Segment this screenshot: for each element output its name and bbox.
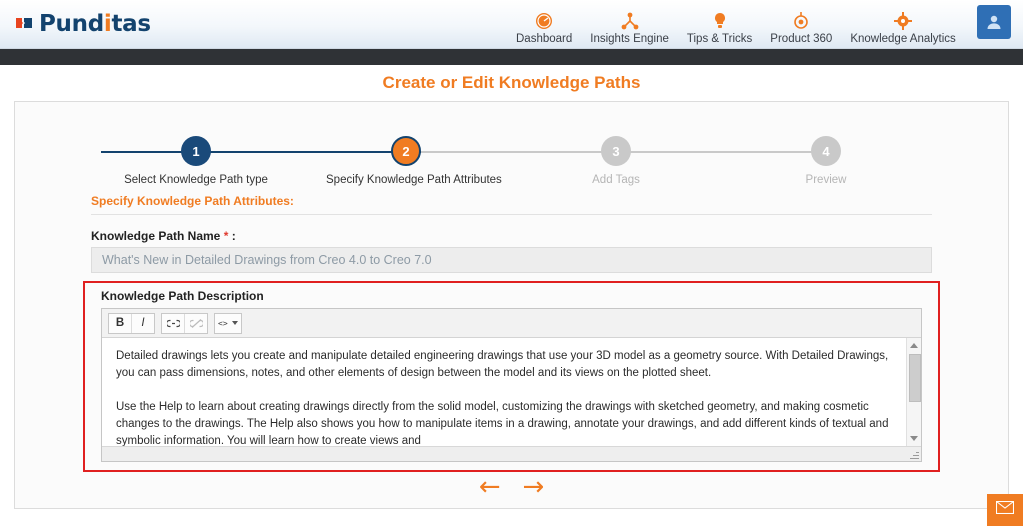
source-code-icon[interactable] <box>215 314 241 333</box>
italic-button[interactable] <box>132 314 154 333</box>
stepper-circle: 2 <box>391 136 421 166</box>
puzzle-logo-icon <box>14 14 34 34</box>
dark-separator-strip <box>0 49 1023 65</box>
previous-step-button[interactable]: ← <box>478 472 501 502</box>
nav-label: Knowledge Analytics <box>850 33 956 45</box>
envelope-icon <box>996 501 1014 519</box>
section-divider <box>91 214 932 215</box>
bold-label: B <box>115 317 125 329</box>
editor-horizontal-scrollbar[interactable] <box>102 446 921 461</box>
speedometer-icon <box>534 11 554 31</box>
description-paragraph: Use the Help to learn about creating drawings directly from the solid model, customizing the drawings with sketched geometry, and making cosmetic changes to the drawings. The Help also shows you how to manipulate items in a drawing, annotate your drawings, and add different kinds of textual and symbolic information. You will learn how to create views and <box>116 401 889 446</box>
stepper-step-4[interactable] <box>746 136 906 186</box>
required-marker: * <box>223 229 229 243</box>
next-step-button[interactable]: → <box>522 472 545 502</box>
bold-button[interactable] <box>109 314 132 333</box>
stepper-circle: 3 <box>601 136 631 166</box>
svg-text:<>: <> <box>218 318 228 328</box>
contact-mail-button[interactable] <box>987 494 1023 526</box>
knowledge-path-description-section <box>83 281 940 472</box>
scroll-down-icon[interactable] <box>910 436 918 441</box>
description-paragraph: Detailed drawings lets you create and manipulate detailed engineering drawings that use your 3D model as a geometry source. With Detailed Drawings, you can pass dimensions, notes, and other elements of design between the model and its views on the plotted sheet. <box>116 350 889 379</box>
stepper-label: Specify Knowledge Path Attributes <box>326 174 502 186</box>
nav-label: Product 360 <box>770 33 833 45</box>
main-panel <box>14 101 1009 509</box>
gear-icon <box>893 11 913 31</box>
label-text: Knowledge Path Name <box>91 229 221 243</box>
italic-label: I <box>141 317 145 329</box>
rich-text-editor <box>101 308 922 462</box>
knowledge-path-description-label: Knowledge Path Description <box>101 289 264 303</box>
unlink-icon <box>185 314 207 333</box>
top-navigation-bar <box>0 0 1023 49</box>
label-colon: : <box>231 229 236 243</box>
brand-logo[interactable] <box>14 11 151 37</box>
link-group <box>161 313 208 334</box>
scroll-thumb[interactable] <box>909 354 921 402</box>
editor-vertical-scrollbar[interactable] <box>906 338 921 446</box>
stepper-step-1[interactable] <box>116 136 276 186</box>
stepper-circle: 4 <box>811 136 841 166</box>
stepper-label: Select Knowledge Path type <box>124 174 268 186</box>
top-nav-items <box>516 0 956 48</box>
nav-label: Insights Engine <box>590 33 669 45</box>
nav-item-insights-engine[interactable] <box>590 11 669 48</box>
nav-item-knowledge-analytics[interactable] <box>850 11 955 48</box>
section-title: Specify Knowledge Path Attributes: <box>91 194 294 208</box>
lightbulb-icon <box>710 11 730 31</box>
chevron-down-icon <box>232 321 238 325</box>
user-avatar-icon[interactable] <box>977 5 1011 39</box>
description-text-area[interactable] <box>102 338 921 446</box>
target-icon <box>791 11 811 31</box>
text-style-group <box>108 313 155 334</box>
stepper-step-2[interactable] <box>326 136 502 186</box>
nav-label: Dashboard <box>516 33 573 45</box>
knowledge-path-name-input[interactable] <box>91 247 932 273</box>
stepper-circle: 1 <box>181 136 211 166</box>
page-title: Create or Edit Knowledge Paths <box>382 73 641 92</box>
resize-grip-icon[interactable] <box>909 449 919 459</box>
stepper-label: Add Tags <box>592 174 640 186</box>
scroll-up-icon[interactable] <box>910 343 918 348</box>
link-icon[interactable] <box>162 314 185 333</box>
page-title-bar <box>0 65 1023 101</box>
nav-item-tips-and-tricks[interactable] <box>687 11 752 48</box>
wizard-navigation <box>15 474 1008 500</box>
nav-label: Tips & Tricks <box>686 33 753 45</box>
node-network-icon <box>620 11 640 31</box>
knowledge-path-name-value: What's New in Detailed Drawings from Creo 4.0 to Creo 7.0 <box>102 253 432 267</box>
stepper-label: Preview <box>805 174 847 186</box>
nav-item-product-360[interactable] <box>770 11 832 48</box>
editor-toolbar <box>102 309 921 338</box>
nav-item-dashboard[interactable] <box>516 11 572 48</box>
brand-name: Punditas <box>39 11 151 37</box>
wizard-stepper <box>15 116 1008 188</box>
stepper-step-3[interactable] <box>536 136 696 186</box>
source-group <box>214 313 242 334</box>
knowledge-path-name-label <box>91 229 1008 243</box>
